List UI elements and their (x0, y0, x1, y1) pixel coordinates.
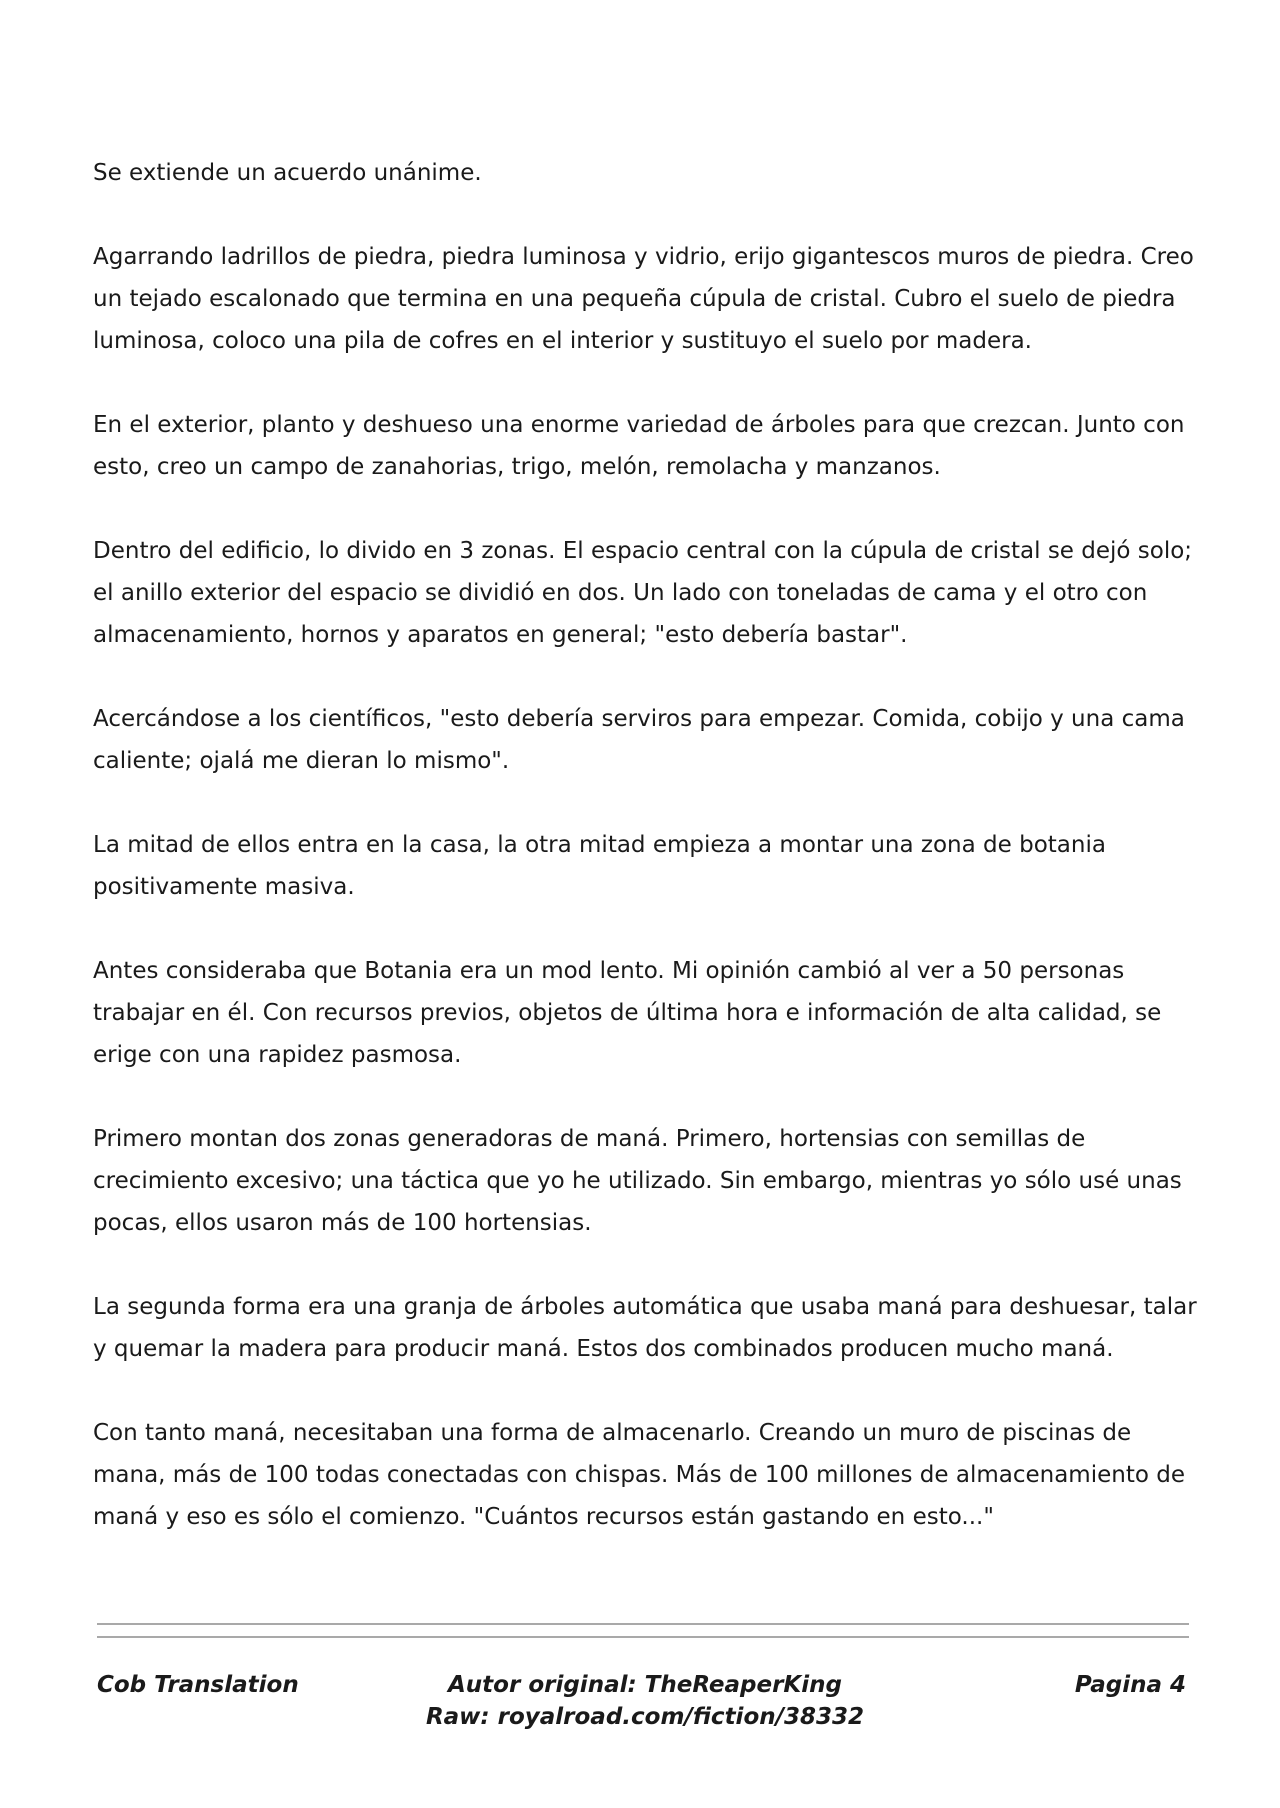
paragraph: Dentro del edificio, lo divido en 3 zonas. El espacio central con la cúpula de cristal se dejó solo; el anillo exterior del espacio se dividió en dos. Un lado con toneladas de cama y el otro con almacenamiento, hornos y aparatos en general; "esto debería bastar". (93, 538, 1193, 648)
footer-translator: Cob Translation (97, 1672, 299, 1698)
footer-divider-top (97, 1623, 1189, 1625)
paragraph: Antes consideraba que Botania era un mod lento. Mi opinión cambió al ver a 50 personas trabajar en él. Con recursos previos, objetos de última hora e información de alta calidad, se erige con una rapidez pasmosa. (93, 958, 1162, 1068)
paragraph: Con tanto maná, necesitaban una forma de almacenarlo. Creando un muro de piscinas de mana, más de 100 todas conectadas con chispas. Más de 100 millones de almacenamiento de maná y eso es sólo el comienzo. "Cuántos recursos están gastando en esto..." (93, 1420, 1185, 1530)
paragraph: Se extiende un acuerdo unánime. (93, 160, 482, 186)
footer-page-number: Pagina 4 (1074, 1672, 1186, 1698)
paragraph: La segunda forma era una granja de árboles automática que usaba maná para deshuesar, talar y quemar la madera para producir maná. Estos dos combinados producen mucho maná. (93, 1294, 1197, 1362)
paragraph: Acercándose a los científicos, "esto debería serviros para empezar. Comida, cobijo y una cama caliente; ojalá me dieran lo mismo". (93, 706, 1185, 774)
footer-credits (345, 1669, 945, 1733)
paragraph: La mitad de ellos entra en la casa, la otra mitad empieza a montar una zona de botania positivamente masiva. (93, 832, 1106, 900)
paragraph: En el exterior, planto y deshueso una enorme variedad de árboles para que crezcan. Junto con esto, creo un campo de zanahorias, trigo, melón, remolacha y manzanos. (93, 412, 1185, 480)
footer-original-author: Autor original: TheReaperKing (448, 1672, 842, 1698)
paragraph: Agarrando ladrillos de piedra, piedra luminosa y vidrio, erijo gigantescos muros de piedra. Creo un tejado escalonado que termina en una pequeña cúpula de cristal. Cubro el suelo de piedra luminosa, coloco una pila de cofres en el interior y sustituyo el suelo por madera. (93, 244, 1194, 354)
paragraph: Primero montan dos zonas generadoras de maná. Primero, hortensias con semillas de crecimiento excesivo; una táctica que yo he utilizado. Sin embargo, mientras yo sólo usé unas pocas, ellos usaron más de 100 hortensias. (93, 1126, 1182, 1236)
footer-raw-source: Raw: royalroad.com/fiction/38332 (425, 1704, 865, 1730)
body-text (93, 152, 1203, 1580)
footer-divider-bottom (97, 1636, 1189, 1638)
